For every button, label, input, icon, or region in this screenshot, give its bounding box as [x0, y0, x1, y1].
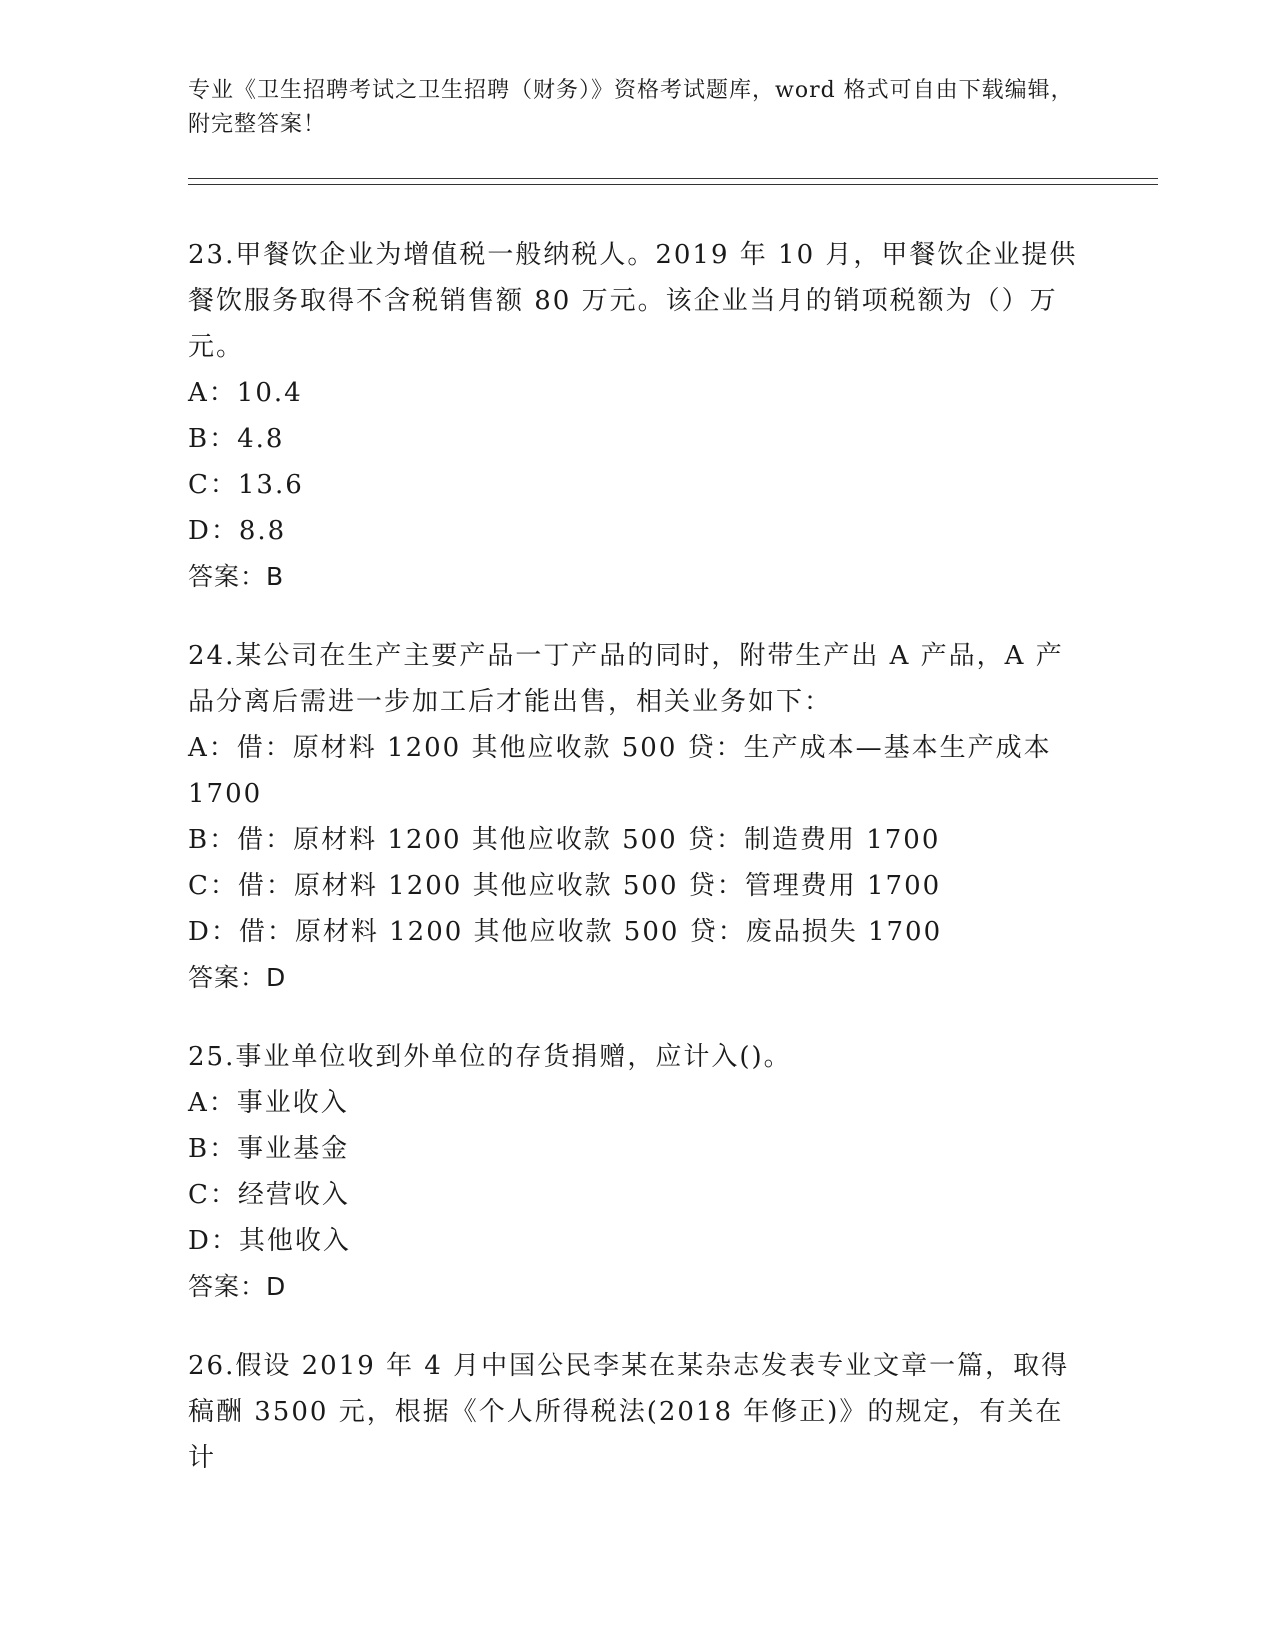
answer-text: 答案：D [188, 963, 287, 992]
question-25 [188, 1034, 1088, 1310]
page-header: 专业《卫生招聘考试之卫生招聘（财务）》资格考试题库，word 格式可自由下载编辑，附完整答案！ [188, 78, 1074, 137]
option-c: C：借：原材料 1200 其他应收款 500 贷：管理费用 1700 [188, 871, 942, 901]
question-stem: 24.某公司在生产主要产品一丁产品的同时，附带生产出 A 产品，A 产品分离后需进一步加工后才能出售，相关业务如下： [188, 641, 1064, 717]
question-list [188, 232, 1088, 1514]
header-divider [188, 178, 1158, 185]
option-b: B：4.8 [188, 424, 285, 454]
option-a: A：10.4 [188, 378, 303, 408]
answer-text: 答案：B [188, 562, 285, 591]
option-a: A：事业收入 [188, 1088, 349, 1118]
question-26 [188, 1343, 1088, 1481]
question-24 [188, 633, 1088, 1001]
option-d: D：借：原材料 1200 其他应收款 500 贷：废品损失 1700 [188, 917, 943, 947]
question-23 [188, 232, 1088, 600]
option-c: C：经营收入 [188, 1180, 350, 1210]
question-stem: 26.假设 2019 年 4 月中国公民李某在某杂志发表专业文章一篇，取得稿酬 3500 元，根据《个人所得税法(2018 年修正)》的规定，有关在计 [188, 1351, 1070, 1473]
answer-text: 答案：D [188, 1272, 287, 1301]
option-b: B：事业基金 [188, 1134, 350, 1164]
question-stem: 25.事业单位收到外单位的存货捐赠，应计入()。 [188, 1042, 792, 1072]
option-d: D：8.8 [188, 516, 287, 546]
option-c: C：13.6 [188, 470, 304, 500]
option-d: D：其他收入 [188, 1226, 351, 1256]
option-b: B：借：原材料 1200 其他应收款 500 贷：制造费用 1700 [188, 825, 941, 855]
option-a: A：借：原材料 1200 其他应收款 500 贷：生产成本—基本生产成本 1700 [188, 733, 1062, 809]
question-stem: 23.甲餐饮企业为增值税一般纳税人。2019 年 10 月，甲餐饮企业提供餐饮服务取得不含税销售额 80 万元。该企业当月的销项税额为（）万元。 [188, 240, 1078, 362]
